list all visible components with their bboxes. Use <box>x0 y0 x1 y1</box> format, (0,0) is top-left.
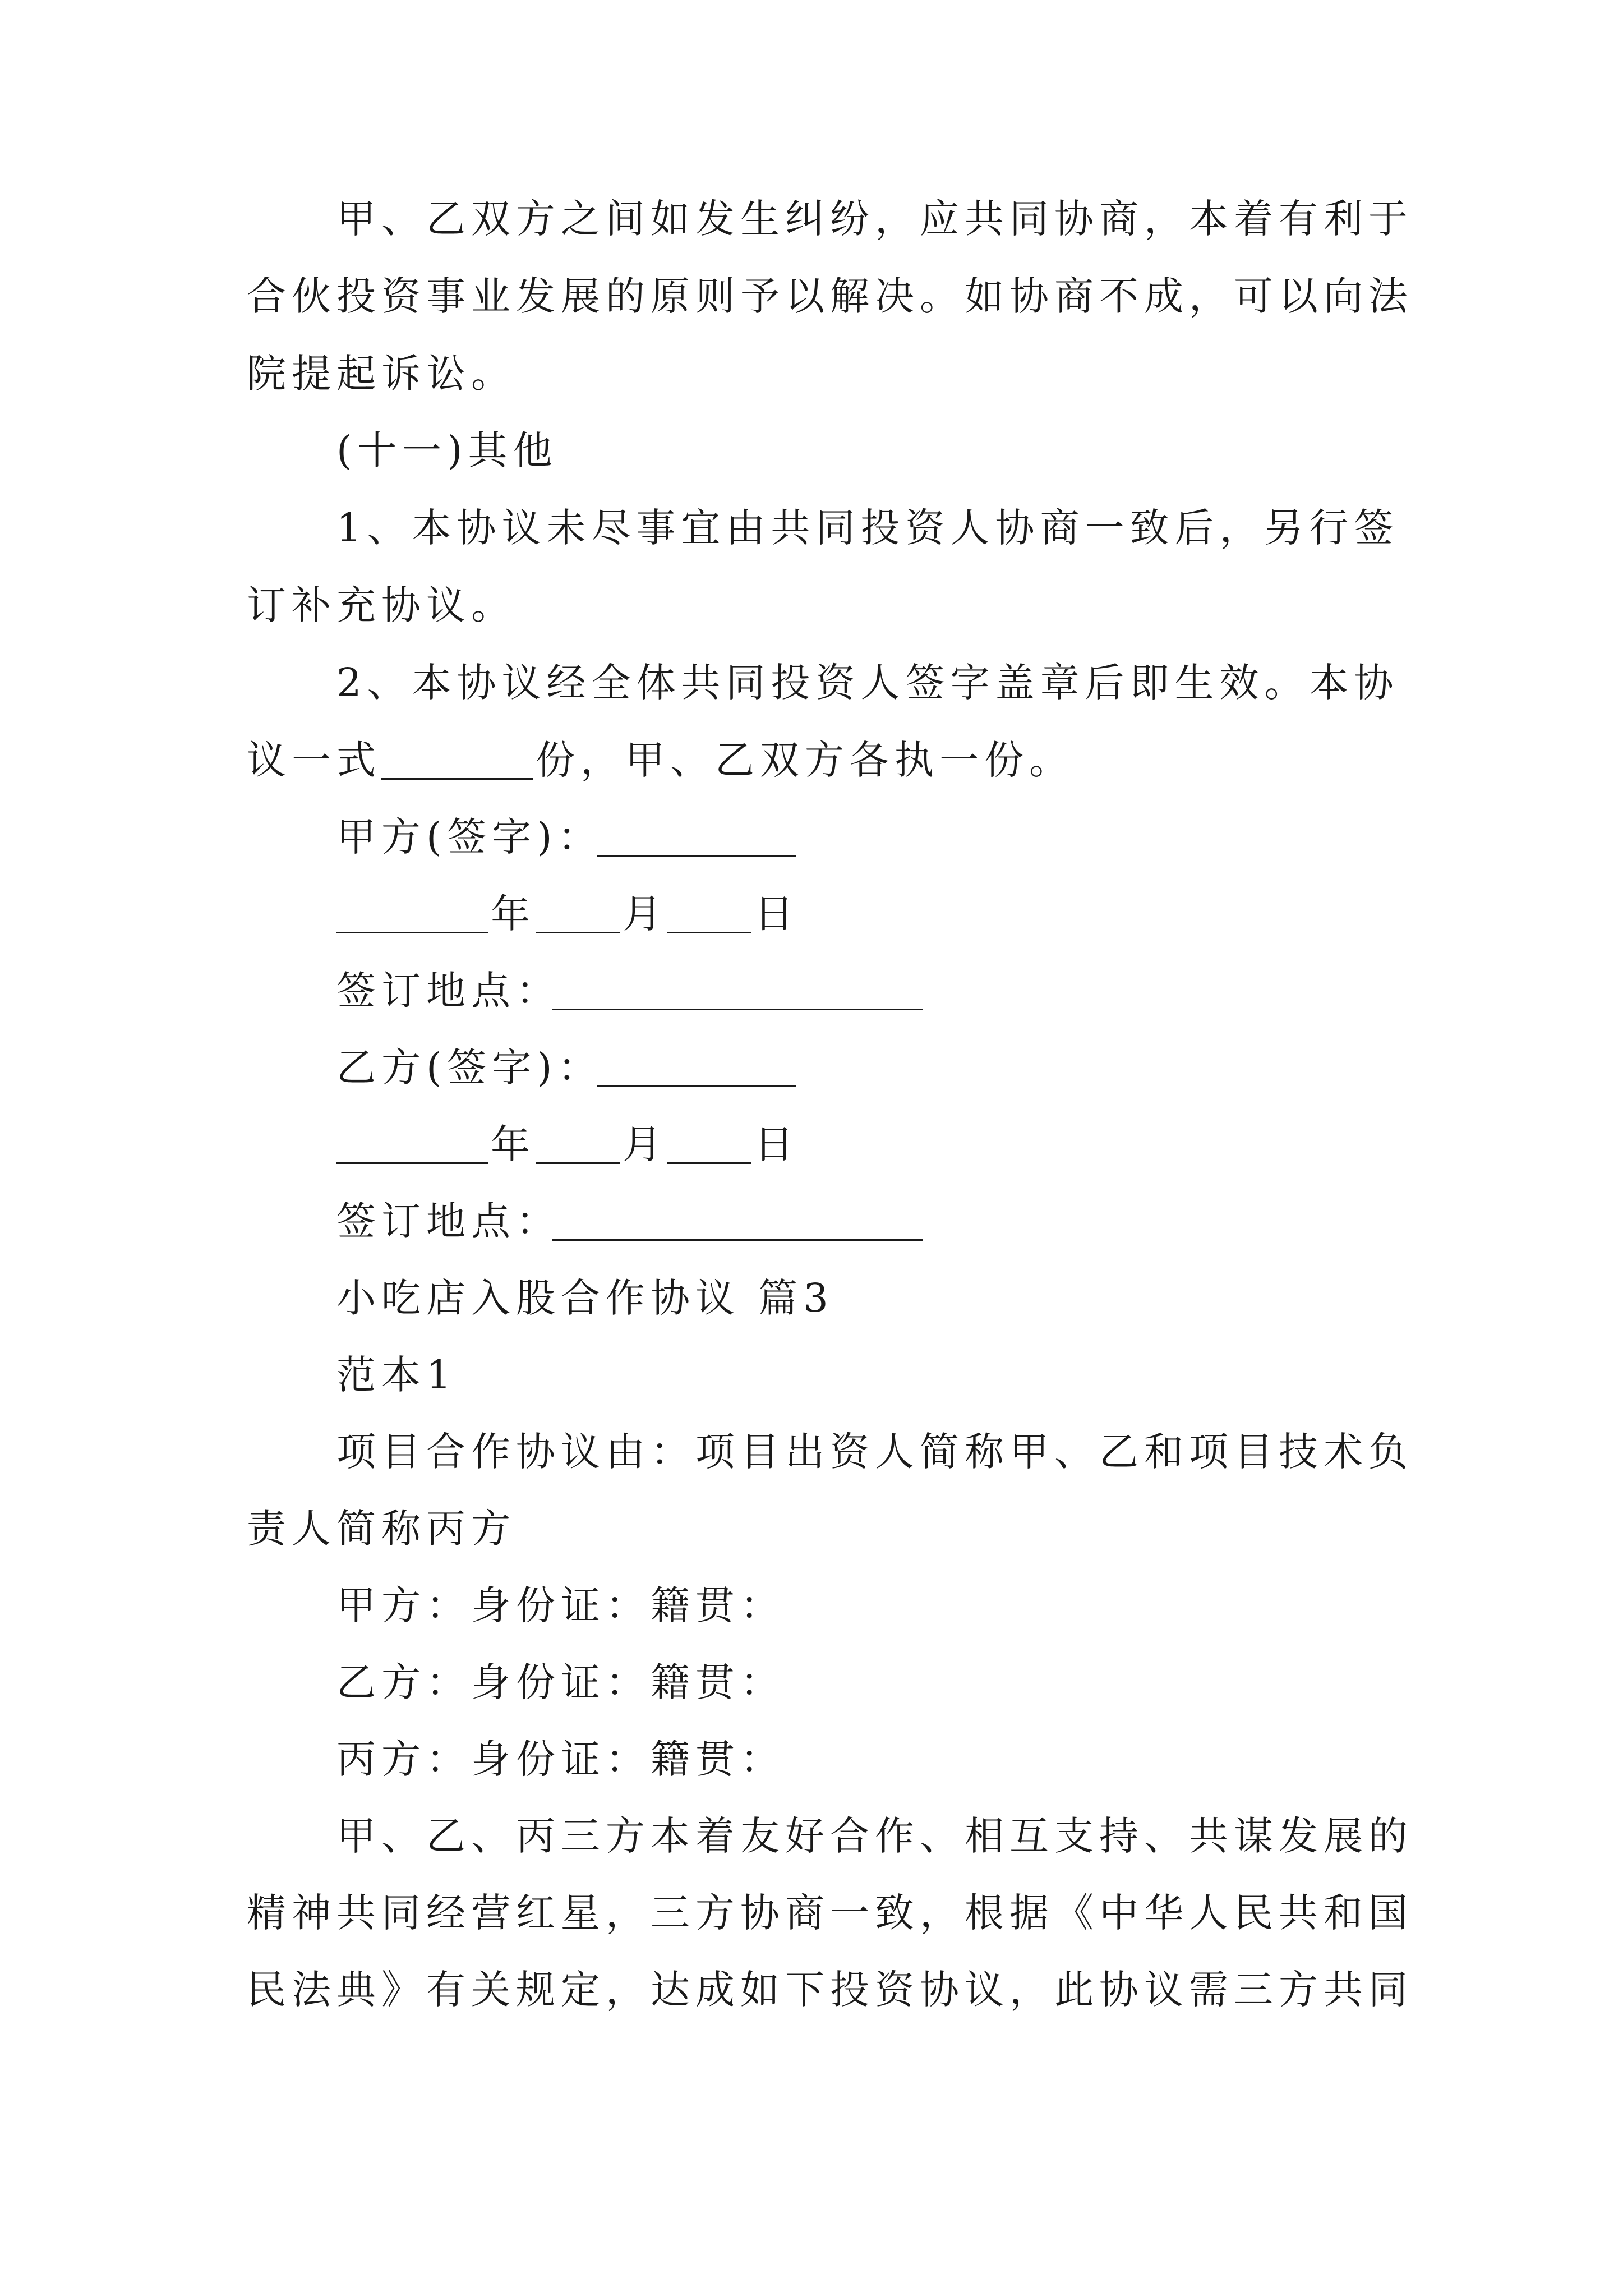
date-line-b <box>0 1111 1623 1178</box>
place-blank <box>552 1201 923 1241</box>
signature-blank <box>597 1047 796 1087</box>
paragraph-line <box>0 494 1623 562</box>
text-run: 签订地点： <box>336 1198 561 1244</box>
text-run: 月 <box>623 891 667 937</box>
signing-place-b <box>0 1188 1623 1255</box>
paragraph-line <box>0 1418 1623 1485</box>
text-run: 份，甲、乙双方各执一份。 <box>536 737 1074 783</box>
copies-blank <box>381 740 533 780</box>
party-info-a <box>0 1572 1623 1639</box>
text-run: 日 <box>754 1121 799 1167</box>
paragraph-line <box>0 1879 1623 1947</box>
paragraph-line <box>0 726 1623 794</box>
text-run: 签订地点： <box>336 968 561 1014</box>
text-run: 小吃店入股合作协议 篇3 <box>336 1275 834 1321</box>
paragraph-line <box>0 185 1623 252</box>
text-run: 甲方：身份证：籍贯： <box>336 1582 785 1628</box>
text-run: 项目合作协议由：项目出资人简称甲、乙和项目技术负 <box>336 1429 1413 1475</box>
signature-party-a <box>0 803 1623 871</box>
text-run: 年 <box>491 1121 536 1167</box>
text-run: 议一式 <box>247 737 381 783</box>
text-run: 2、本协议经全体共同投资人签字盖章后即生效。本协 <box>336 660 1399 706</box>
paragraph-line <box>0 572 1623 639</box>
section-heading <box>0 417 1623 484</box>
text-run: 1、本协议未尽事宜由共同投资人协商一致后，另行签 <box>336 505 1399 551</box>
text-run: 责人简称丙方 <box>247 1506 516 1552</box>
text-run: 订补充协议。 <box>247 582 516 628</box>
text-run: (十一)其他 <box>336 427 558 473</box>
paragraph-line <box>0 263 1623 330</box>
text-run: 月 <box>623 1121 667 1167</box>
day-blank <box>667 894 751 933</box>
signature-blank <box>597 817 796 857</box>
text-run: 乙方：身份证：籍贯： <box>336 1659 785 1705</box>
signature-party-b <box>0 1034 1623 1101</box>
paragraph-line <box>0 649 1623 716</box>
party-info-b <box>0 1649 1623 1716</box>
paragraph-line <box>0 1956 1623 2023</box>
text-run: 甲、乙双方之间如发生纠纷，应共同协商，本着有利于 <box>336 196 1413 242</box>
paragraph-line <box>0 1495 1623 1562</box>
text-run: 院提起诉讼。 <box>247 351 516 397</box>
year-blank <box>336 1124 488 1164</box>
paragraph-line <box>0 340 1623 407</box>
month-blank <box>536 1124 620 1164</box>
text-run: 范本1 <box>336 1352 457 1398</box>
section-title <box>0 1264 1623 1332</box>
party-info-c <box>0 1726 1623 1793</box>
sample-title <box>0 1341 1623 1409</box>
text-run: 年 <box>491 891 536 937</box>
text-run: 日 <box>754 891 799 937</box>
text-run: 乙方(签字)： <box>336 1045 603 1091</box>
text-run: 甲、乙、丙三方本着友好合作、相互支持、共谋发展的 <box>336 1813 1413 1859</box>
paragraph-line <box>0 1802 1623 1870</box>
year-blank <box>336 894 488 933</box>
signing-place-a <box>0 957 1623 1024</box>
text-run: 丙方：身份证：籍贯： <box>336 1736 785 1782</box>
text-run: 甲方(签字)： <box>336 814 603 860</box>
text-run: 民法典》有关规定，达成如下投资协议，此协议需三方共同 <box>247 1967 1413 2013</box>
text-run: 精神共同经营红星，三方协商一致，根据《中华人民共和国 <box>247 1890 1413 1936</box>
text-run: 合伙投资事业发展的原则予以解决。如协商不成，可以向法 <box>247 273 1413 319</box>
date-line-a <box>0 880 1623 947</box>
month-blank <box>536 894 620 933</box>
place-blank <box>552 970 923 1010</box>
day-blank <box>667 1124 751 1164</box>
